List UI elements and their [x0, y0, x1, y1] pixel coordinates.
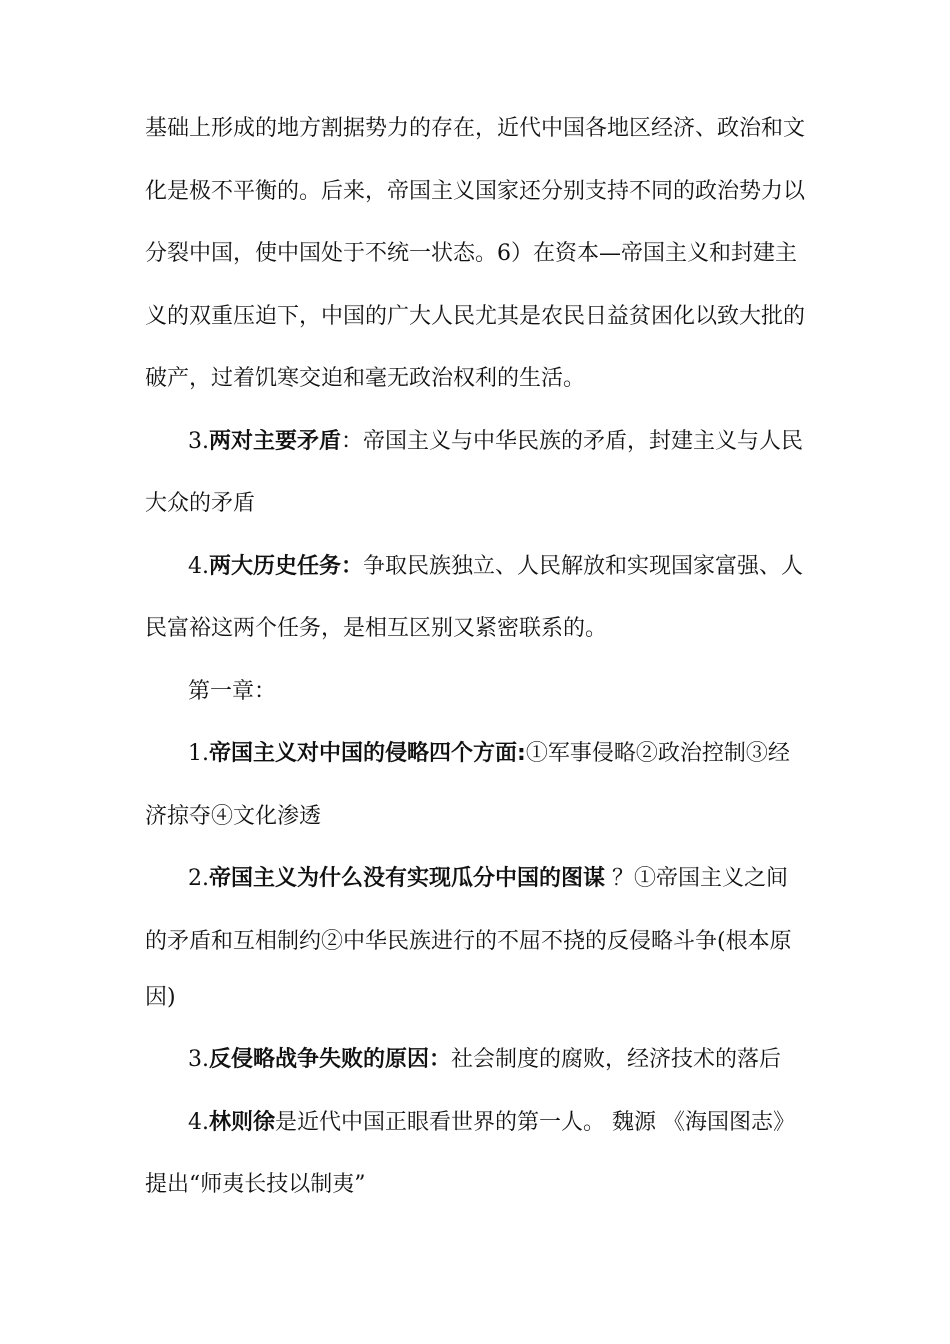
- chapter1-item-2-continuation: 的矛盾和互相制约②中华民族进行的不屈不挠的反侵略斗争(根本原: [145, 929, 792, 954]
- item-text: ①军事侵略②政治控制③经: [525, 741, 790, 766]
- item-heading: 反侵略战争失败的原因：: [209, 1047, 452, 1072]
- paragraph-line: 破产，过着饥寒交迫和毫无政治权利的生活。: [145, 366, 586, 391]
- item-4-line: [188, 552, 803, 582]
- item-text: 争取民族独立、人民解放和实现国家富强、人: [363, 554, 804, 579]
- item-3-line: [188, 427, 803, 457]
- chapter1-item-1-continuation: 济掠夺④文化渗透: [145, 804, 322, 829]
- item-heading: 两对主要矛盾: [209, 429, 342, 454]
- item-4-continuation: 民富裕这两个任务，是相互区别又紧密联系的。: [145, 616, 608, 641]
- item-text: ：帝国主义与中华民族的矛盾，封建主义与人民: [341, 429, 804, 454]
- paragraph-line: 基础上形成的地方割据势力的存在，近代中国各地区经济、政治和文: [145, 116, 806, 141]
- chapter1-item-1-line: [188, 739, 790, 769]
- item-text: 是近代中国正眼看世界的第一人。 魏源 《海国图志》: [275, 1110, 796, 1135]
- item-number: 4.: [188, 554, 209, 579]
- paragraph-line: 化是极不平衡的。后来，帝国主义国家还分别支持不同的政治势力以: [145, 179, 806, 204]
- chapter-title: 第一章：: [188, 679, 277, 704]
- item-text: 社会制度的腐败，经济技术的落后: [451, 1047, 782, 1072]
- item-heading: 帝国主义对中国的侵略四个方面:: [209, 741, 526, 766]
- chapter1-item-4-line: [188, 1108, 795, 1138]
- item-text: ？①帝国主义之间: [605, 866, 789, 891]
- item-number: 3.: [188, 1047, 209, 1072]
- paragraph-line: 义的双重压迫下，中国的广大人民尤其是农民日益贫困化以致大批的: [145, 304, 806, 329]
- item-heading: 两大历史任务：: [209, 554, 364, 579]
- paragraph-line: 分裂中国，使中国处于不统一状态。6）在资本—帝国主义和封建主: [145, 241, 797, 266]
- chapter1-item-4-continuation: 提出“师夷长技以制夷”: [145, 1172, 366, 1197]
- chapter1-item-2-continuation: 因): [145, 985, 176, 1010]
- item-number: 4.: [188, 1110, 209, 1135]
- item-3-continuation: 大众的矛盾: [145, 491, 256, 516]
- item-number: 1.: [188, 741, 209, 766]
- chapter1-item-2-line: [188, 864, 788, 894]
- item-number: 2.: [188, 866, 209, 891]
- item-number: 3.: [188, 429, 209, 454]
- item-heading: 帝国主义为什么没有实现瓜分中国的图谋: [209, 866, 606, 891]
- item-heading: 林则徐: [209, 1110, 276, 1135]
- chapter1-item-3-line: [188, 1045, 781, 1075]
